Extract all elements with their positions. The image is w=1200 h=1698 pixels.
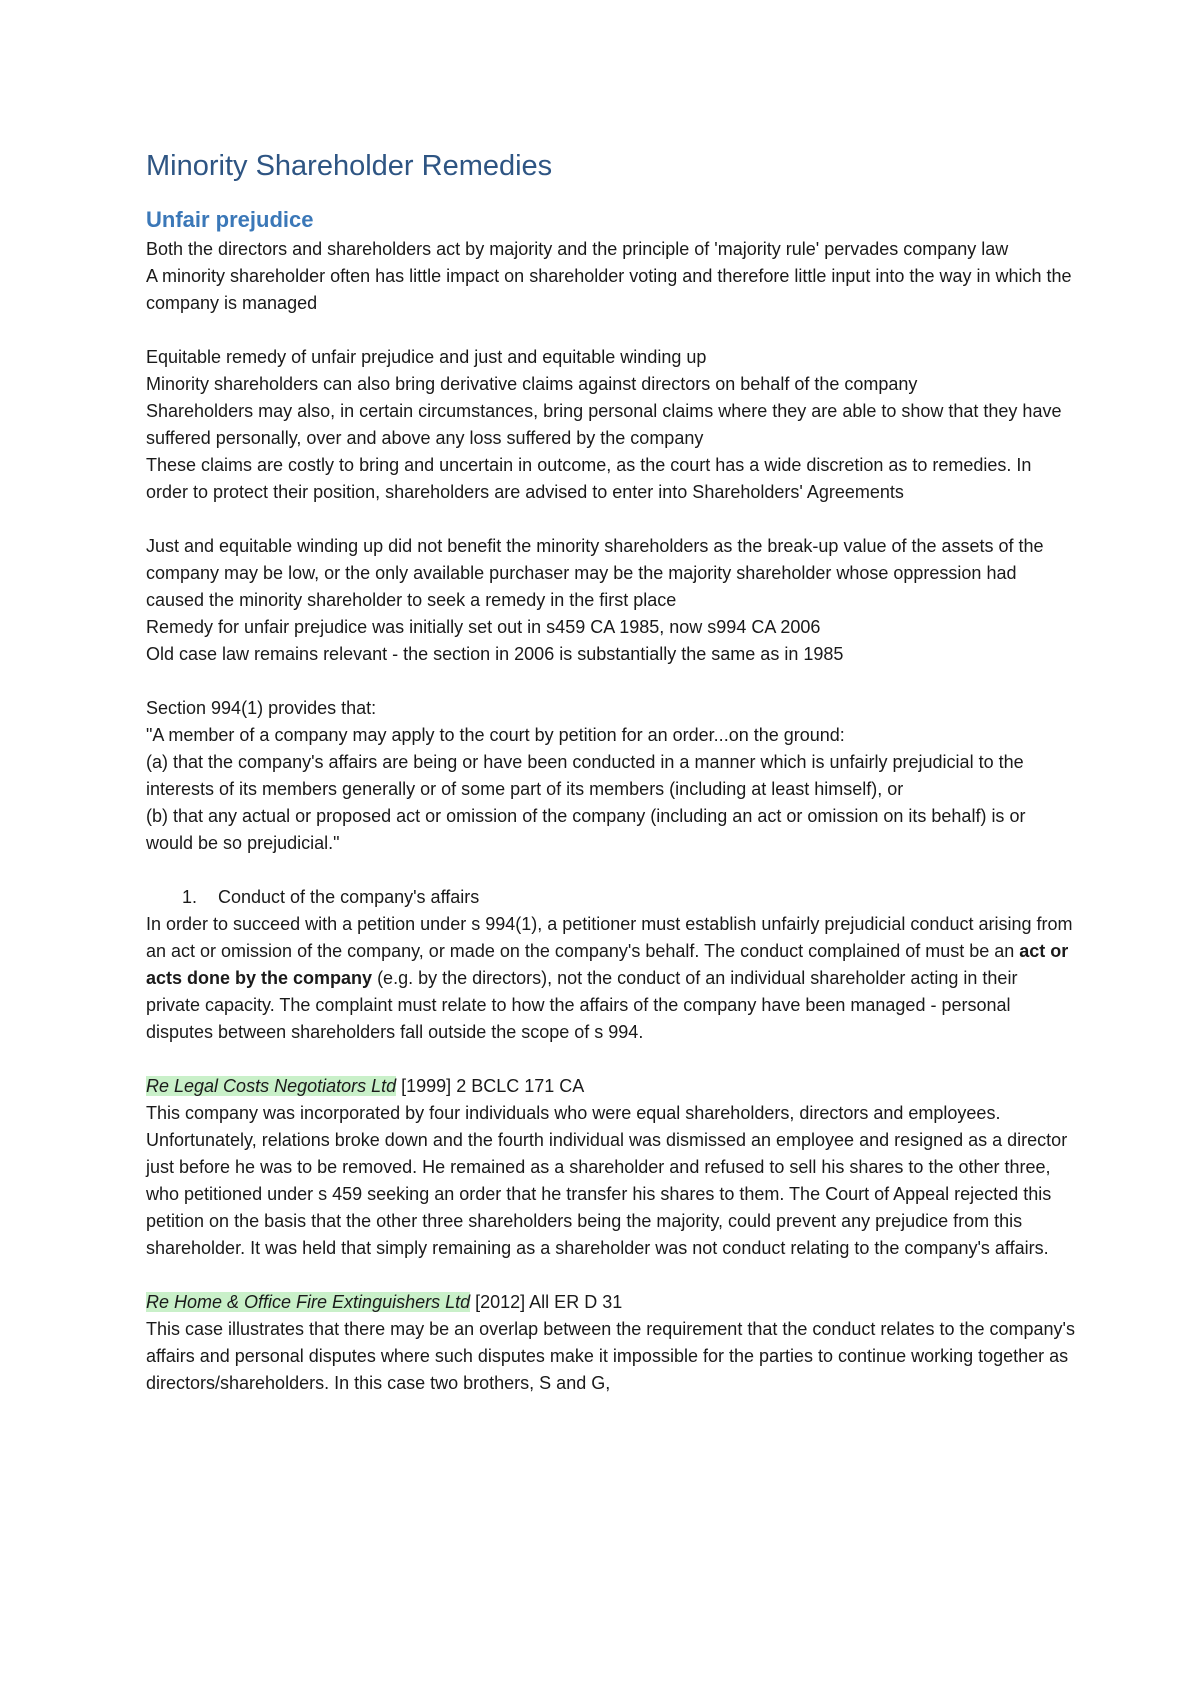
intro-line-2: A minority shareholder often has little impact on shareholder voting and therefore little input into the way in which the company is managed (146, 266, 1072, 313)
section994-quote: "A member of a company may apply to the court by petition for an order...on the ground: (146, 725, 845, 745)
winding-up-line-1: Just and equitable winding up did not benefit the minority shareholders as the break-up value of the assets of the company may be low, or the only available purchaser may be the majority shareholder whose oppression had caused the minority shareholder to seek a remedy in the first place (146, 536, 1044, 610)
case-2-text: This case illustrates that there may be an overlap between the requirement that the conduct relates to the company's affairs and personal disputes where such disputes make it impossible for the parties to continue working together as directors/shareholders. In this case two brothers, S and G, (146, 1319, 1075, 1393)
list-label: Conduct of the company's affairs (218, 887, 480, 907)
case-1-name: Re Legal Costs Negotiators Ltd (146, 1076, 397, 1096)
document-page (146, 148, 1076, 1397)
conduct-text-1: In order to succeed with a petition under s 994(1), a petitioner must establish unfairly prejudicial conduct arising from an act or omission of the company, or made on the company's behalf. The conduct complained of must be an (146, 914, 1073, 961)
section994-intro: Section 994(1) provides that: (146, 698, 377, 718)
remedies-line-3: Shareholders may also, in certain circumstances, bring personal claims where they are able to show that they have suffered personally, over and above any loss suffered by the company (146, 401, 1062, 448)
spacer (146, 506, 1076, 533)
case-2-heading (146, 1289, 1076, 1316)
numbered-list-item (146, 884, 1076, 911)
case-1-citation: [1999] 2 BCLC 171 CA (396, 1076, 585, 1096)
winding-up-line-3: Old case law remains relevant - the section in 2006 is substantially the same as in 1985 (146, 644, 844, 664)
spacer (146, 317, 1076, 344)
case-1-heading (146, 1073, 1076, 1100)
case-2-name: Re Home & Office Fire Extinguishers Ltd (146, 1292, 471, 1312)
case-2-citation: [2012] All ER D 31 (470, 1292, 623, 1312)
list-number: 1. (182, 887, 198, 907)
conduct-bold-phrase: act or acts done by the company (146, 941, 1069, 988)
section994-a: (a) that the company's affairs are being or have been conducted in a manner which is unfairly prejudicial to the interests of its members generally or of some part of its members (including at least himself), or (146, 752, 1024, 799)
spacer (146, 857, 1076, 884)
intro-line-1: Both the directors and shareholders act by majority and the principle of 'majority rule' pervades company law (146, 239, 1009, 259)
winding-up-line-2: Remedy for unfair prejudice was initially set out in s459 CA 1985, now s994 CA 2006 (146, 617, 821, 637)
section994-b: (b) that any actual or proposed act or omission of the company (including an act or omission on its behalf) is or would be so prejudicial." (146, 806, 1026, 853)
case-1-text: This company was incorporated by four individuals who were equal shareholders, directors and employees. Unfortunately, relations broke down and the fourth individual was dismissed an employee and resigned as a director just before he was to be removed. He remained as a shareholder and refused to sell his shares to the other three, who petitioned under s 459 seeking an order that he transfer his shares to them. The Court of Appeal rejected this petition on the basis that the other three shareholders being the majority, could prevent any prejudice from this shareholder. It was held that simply remaining as a shareholder was not conduct relating to the company's affairs. (146, 1103, 1068, 1258)
spacer (146, 1262, 1076, 1289)
remedies-line-4: These claims are costly to bring and uncertain in outcome, as the court has a wide discretion as to remedies. In order to protect their position, shareholders are advised to enter into Shareholders' Agreements (146, 455, 1032, 502)
remedies-line-1: Equitable remedy of unfair prejudice and just and equitable winding up (146, 347, 707, 367)
spacer (146, 1046, 1076, 1073)
conduct-paragraph (146, 911, 1076, 1046)
spacer (146, 668, 1076, 695)
section-heading: Unfair prejudice (146, 207, 314, 232)
remedies-line-2: Minority shareholders can also bring derivative claims against directors on behalf of the company (146, 374, 918, 394)
document-title: Minority Shareholder Remedies (146, 150, 553, 182)
conduct-text-2: (e.g. by the directors), not the conduct of an individual shareholder acting in their private capacity. The complaint must relate to how the affairs of the company have been managed - personal disputes between shareholders fall outside the scope of s 994. (146, 968, 1018, 1042)
